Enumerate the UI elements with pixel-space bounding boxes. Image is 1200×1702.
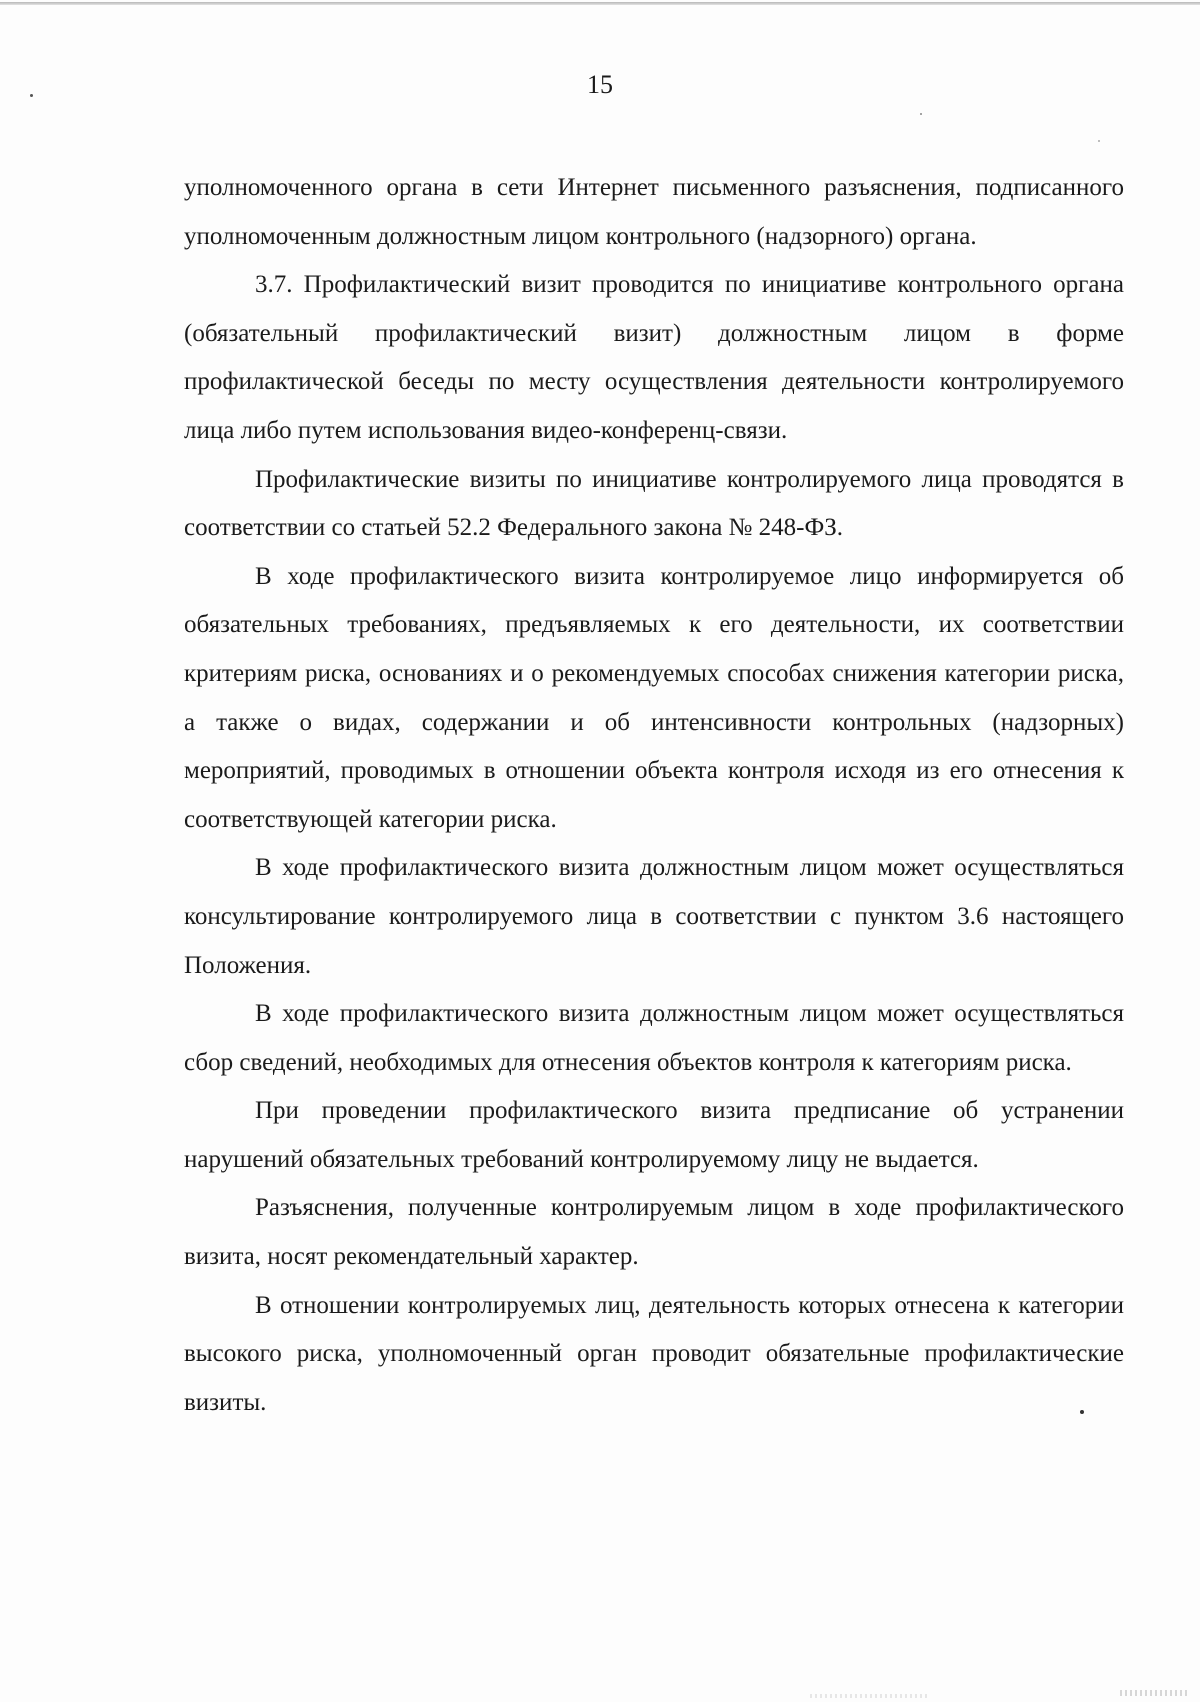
scan-noise xyxy=(810,1694,930,1698)
paragraph: Разъяснения, полученные контролируемым лицом в ходе профилактического визита, носят рекомендательный характер. xyxy=(184,1194,1124,1271)
scan-speck xyxy=(920,113,922,115)
paragraph: В ходе профилактического визита должностным лицом может осуществляться консультирование контролируемого лица в соответствии с пунктом 3.6 настоящего Положения. xyxy=(184,854,1124,979)
scan-noise xyxy=(1120,1690,1190,1696)
paragraph: В ходе профилактического визита контролируемое лицо информируется об обязательных требованиях, предъявляемых к его деятельности, их соответствии критериям риска, основаниях и о рекомендуемых способах снижения категории риска, а также о видах, содержании и об интенсивности контрольных (надзорных) мероприятий, проводимых в отношении объекта контроля исходя из его отнесения к соответствующей категории риска. xyxy=(184,562,1124,833)
scan-speck xyxy=(30,94,33,97)
paragraph-3-7: 3.7. Профилактический визит проводится по инициативе контрольного органа (обязательный профилактический визит) должностным лицом в форме профилактической беседы по месту осуществления деятельности контролируемого лица либо путем использования видео-конференц-связи. xyxy=(184,271,1124,444)
paragraph-continuation: уполномоченного органа в сети Интернет письменного разъяснения, подписанного уполномоченным должностным лицом контрольного (надзорного) органа. xyxy=(184,174,1124,250)
paragraph: При проведении профилактического визита предписание об устранении нарушений обязательных требований контролируемому лицу не выдается. xyxy=(184,1097,1124,1173)
page-number: 15 xyxy=(587,70,613,99)
paragraph: В отношении контролируемых лиц, деятельность которых отнесена к категории высокого риска, уполномоченный орган проводит обязательные профилактические визиты. xyxy=(184,1291,1124,1416)
paragraph: В ходе профилактического визита должностным лицом может осуществляться сбор сведений, необходимых для отнесения объектов контроля к категориям риска. xyxy=(184,1000,1124,1076)
paragraph: Профилактические визиты по инициативе контролируемого лица проводятся в соответствии со статьей 52.2 Федерального закона № 248-ФЗ. xyxy=(184,465,1124,542)
body-text xyxy=(184,164,1124,1427)
scan-speck xyxy=(1080,1410,1084,1414)
scan-top-edge xyxy=(0,2,1200,5)
scan-speck xyxy=(1098,140,1100,142)
